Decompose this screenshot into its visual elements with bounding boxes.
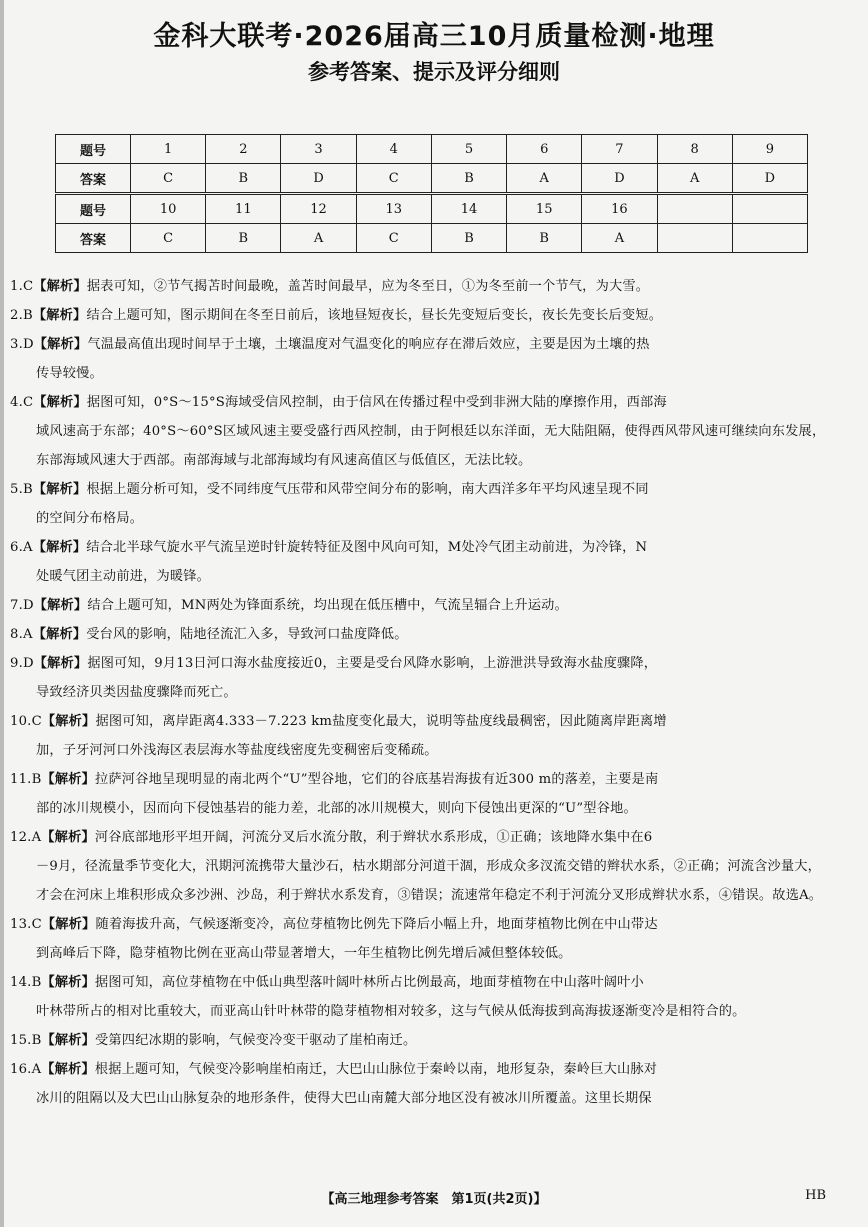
question-number-cell [732,194,807,224]
analysis-tag: 【解析】 [33,337,88,352]
analysis-tag: 【解析】 [33,598,88,613]
question-number-cell: 9 [732,135,807,164]
item-text-continued: 传导较慢。 [36,366,103,381]
item-text: 河谷底部地形平坦开阔，河流分叉后水流分散，利于辫状水系形成，①正确；该地降水集中在6 [94,830,653,845]
analysis-tag: 【解析】 [41,1062,95,1077]
analysis-tag: 【解析】 [33,395,87,410]
item-text-continued: 域风速高于东部；40°S～60°S区域风速主要受盛行西风控制，由于阿根廷以东洋面，无大陆阻隔，使得西风带风速可继续向东发展，东部海域风速大于西部。南部海域与北部海域均有风速高值区与低值区，无法比较。 [36,424,826,468]
answer-cell: B [206,224,281,253]
item-text: 气温最高值出现时间早于土壤，土壤温度对气温变化的响应存在滞后效应，主要是因为土壤的热 [87,337,650,352]
item-number: 8.A [10,627,33,642]
explanation-item [10,910,832,968]
item-text-continued: 到高峰后下降，隐芽植物比例在亚高山带显著增大，一年生植物比例先增后减但整体较低。 [36,946,572,961]
answer-cell [732,224,807,253]
answer-cell: D [582,164,657,194]
question-number-cell: 1 [131,135,206,164]
explanation-list [10,272,832,1113]
explanation-item [10,475,832,533]
item-text-continued: －9月，径流量季节变化大，汛期河流携带大量沙石，枯水期部分河道干涸，形成众多汊流交错的辫状水系，②正确；河流含沙量大，才会在河床上堆积形成众多沙洲、沙岛，利于辫状水系发育，③错误；流速常年稳定不利于河流分叉形成辫状水系，④错误。故选A。 [36,859,823,903]
answer-table-row [56,135,808,164]
question-number-cell: 8 [657,135,732,164]
question-number-cell: 13 [356,194,431,224]
item-number: 5.B [10,482,33,497]
item-number: 4.C [10,395,34,410]
item-text: 根据上题分析可知，受不同纬度气压带和风带空间分布的影响，南大西洋多年平均风速呈现不同 [86,482,649,497]
item-number: 14.B [10,975,42,990]
item-number: 15.B [10,1033,42,1048]
analysis-tag: 【解析】 [32,482,87,497]
answer-cell: D [732,164,807,194]
question-number-label: 题号 [56,135,131,164]
analysis-tag: 【解析】 [33,279,87,294]
item-text: 据图可知，高位芽植物在中低山典型落叶阔叶林所占比例最高，地面芽植物在中山落叶阔叶小 [95,975,644,990]
explanation-item [10,330,832,388]
analysis-tag: 【解析】 [32,308,87,323]
item-text-continued: 的空间分布格局。 [36,511,144,526]
analysis-tag: 【解析】 [32,627,87,642]
analysis-tag: 【解析】 [41,714,96,729]
item-text: 随着海拔升高，气候逐渐变冷，高位芽植物比例先下降后小幅上升，地面芽植物比例在中山带达 [95,917,658,932]
page-footer [0,1188,868,1212]
explanation-item [10,272,832,301]
question-number-cell: 7 [582,135,657,164]
question-number-cell: 4 [356,135,431,164]
question-number-cell: 10 [131,194,206,224]
answer-table-row [56,194,808,224]
explanation-item [10,707,832,765]
question-number-cell: 15 [507,194,582,224]
item-text: 结合上题可知，图示期间在冬至日前后，该地昼短夜长，昼长先变短后变长，夜长先变长后变短。 [86,308,663,323]
question-number-cell: 3 [281,135,356,164]
explanation-item [10,591,832,620]
question-number-cell: 14 [431,194,506,224]
item-text: 结合北半球气旋水平气流呈逆时针旋转特征及图中风向可知，M处冷气团主动前进，为冷锋，N [86,540,648,555]
scan-edge [0,0,4,1227]
answer-cell: B [507,224,582,253]
item-text: 根据上题可知，气候变冷影响崖柏南迁，大巴山山脉位于秦岭以南，地形复杂，秦岭巨大山脉对 [94,1062,658,1077]
answer-cell: A [281,224,356,253]
footer-page-info: 【高三地理参考答案 第1页(共2页)】 [321,1192,547,1207]
answer-cell: A [507,164,582,194]
question-number-cell: 5 [431,135,506,164]
analysis-tag: 【解析】 [41,917,96,932]
question-number-cell: 2 [206,135,281,164]
answer-cell: C [356,224,431,253]
analysis-tag: 【解析】 [41,1033,96,1048]
item-text-continued: 导致经济贝类因盐度骤降而死亡。 [36,685,237,700]
item-number: 9.D [10,656,34,671]
question-number-cell: 11 [206,194,281,224]
item-text: 受台风的影响，陆地径流汇入多，导致河口盐度降低。 [86,627,408,642]
explanation-item [10,620,832,649]
item-text-continued: 冰川的阻隔以及大巴山山脉复杂的地形条件，使得大巴山南麓大部分地区没有被冰川所覆盖。这里长期保 [36,1091,652,1106]
answer-table [55,134,808,253]
answer-cell [657,224,732,253]
answer-label: 答案 [56,164,131,194]
answer-table-row [56,224,808,253]
explanation-item [10,533,832,591]
item-number: 12.A [10,830,42,845]
item-text-continued: 叶林带所占的相对比重较大，而亚高山针叶林带的隐芽植物相对较多，这与气候从低海拔到高海拔逐渐变冷是相符合的。 [36,1004,746,1019]
item-number: 3.D [10,337,34,352]
explanation-item [10,823,832,910]
page-title: 金科大联考·2026届高三10月质量检测·地理 [153,21,715,52]
item-number: 6.A [10,540,33,555]
explanation-item [10,388,832,475]
answer-cell: D [281,164,356,194]
item-number: 1.C [10,279,34,294]
analysis-tag: 【解析】 [41,830,95,845]
answer-cell: B [431,164,506,194]
question-number-label: 题号 [56,194,131,224]
answer-cell: A [582,224,657,253]
item-number: 7.D [10,598,34,613]
item-text: 据图可知，0°S～15°S海域受信风控制，由于信风在传播过程中受到非洲大陆的摩擦作用，西部海 [86,395,667,410]
item-text-continued: 加，子牙河河口外浅海区表层海水等盐度线密度先变稠密后变稀疏。 [36,743,438,758]
item-text: 据图可知，离岸距离4.333－7.223 km盐度变化最大，说明等盐度线最稠密，因此随离岸距离增 [95,714,667,729]
explanation-item [10,765,832,823]
answer-cell: C [131,164,206,194]
analysis-tag: 【解析】 [41,975,96,990]
item-number: 16.A [10,1062,42,1077]
footer-code: HB [805,1188,826,1203]
question-number-cell: 16 [582,194,657,224]
item-number: 13.C [10,917,42,932]
answer-cell: B [431,224,506,253]
page-subtitle: 参考答案、提示及评分细则 [308,60,560,84]
explanation-item [10,1055,832,1113]
item-number: 2.B [10,308,33,323]
explanation-item [10,1026,832,1055]
item-text: 结合上题可知，MN两处为锋面系统，均出现在低压槽中，气流呈辐合上升运动。 [87,598,568,613]
item-text-continued: 处暖气团主动前进，为暖锋。 [36,569,211,584]
answer-cell: C [356,164,431,194]
answer-table-row [56,164,808,194]
explanation-item [10,649,832,707]
item-text: 据表可知，②节气揭苫时间最晚，盖苫时间最早，应为冬至日，①为冬至前一个节气，为大雪。 [86,279,650,294]
answer-cell: A [657,164,732,194]
item-number: 10.C [10,714,42,729]
item-text: 据图可知，9月13日河口海水盐度接近0，主要是受台风降水影响，上游泄洪导致海水盐度骤降， [87,656,658,671]
item-text: 拉萨河谷地呈现明显的南北两个“U”型谷地，它们的谷底基岩海拔有近300 m的落差，主要是南 [95,772,659,787]
explanation-item [10,301,832,330]
answer-cell: C [131,224,206,253]
question-number-cell: 12 [281,194,356,224]
analysis-tag: 【解析】 [41,772,96,787]
answer-cell: B [206,164,281,194]
explanation-item [10,968,832,1026]
question-number-cell [657,194,732,224]
answer-label: 答案 [56,224,131,253]
question-number-cell: 6 [507,135,582,164]
item-text-continued: 部的冰川规模小，因而向下侵蚀基岩的能力差，北部的冰川规模大，则向下侵蚀出更深的“U”型谷地。 [36,801,637,816]
analysis-tag: 【解析】 [32,540,87,555]
analysis-tag: 【解析】 [33,656,88,671]
item-text: 受第四纪冰期的影响，气候变冷变干驱动了崖柏南迁。 [95,1033,417,1048]
item-number: 11.B [10,772,42,787]
